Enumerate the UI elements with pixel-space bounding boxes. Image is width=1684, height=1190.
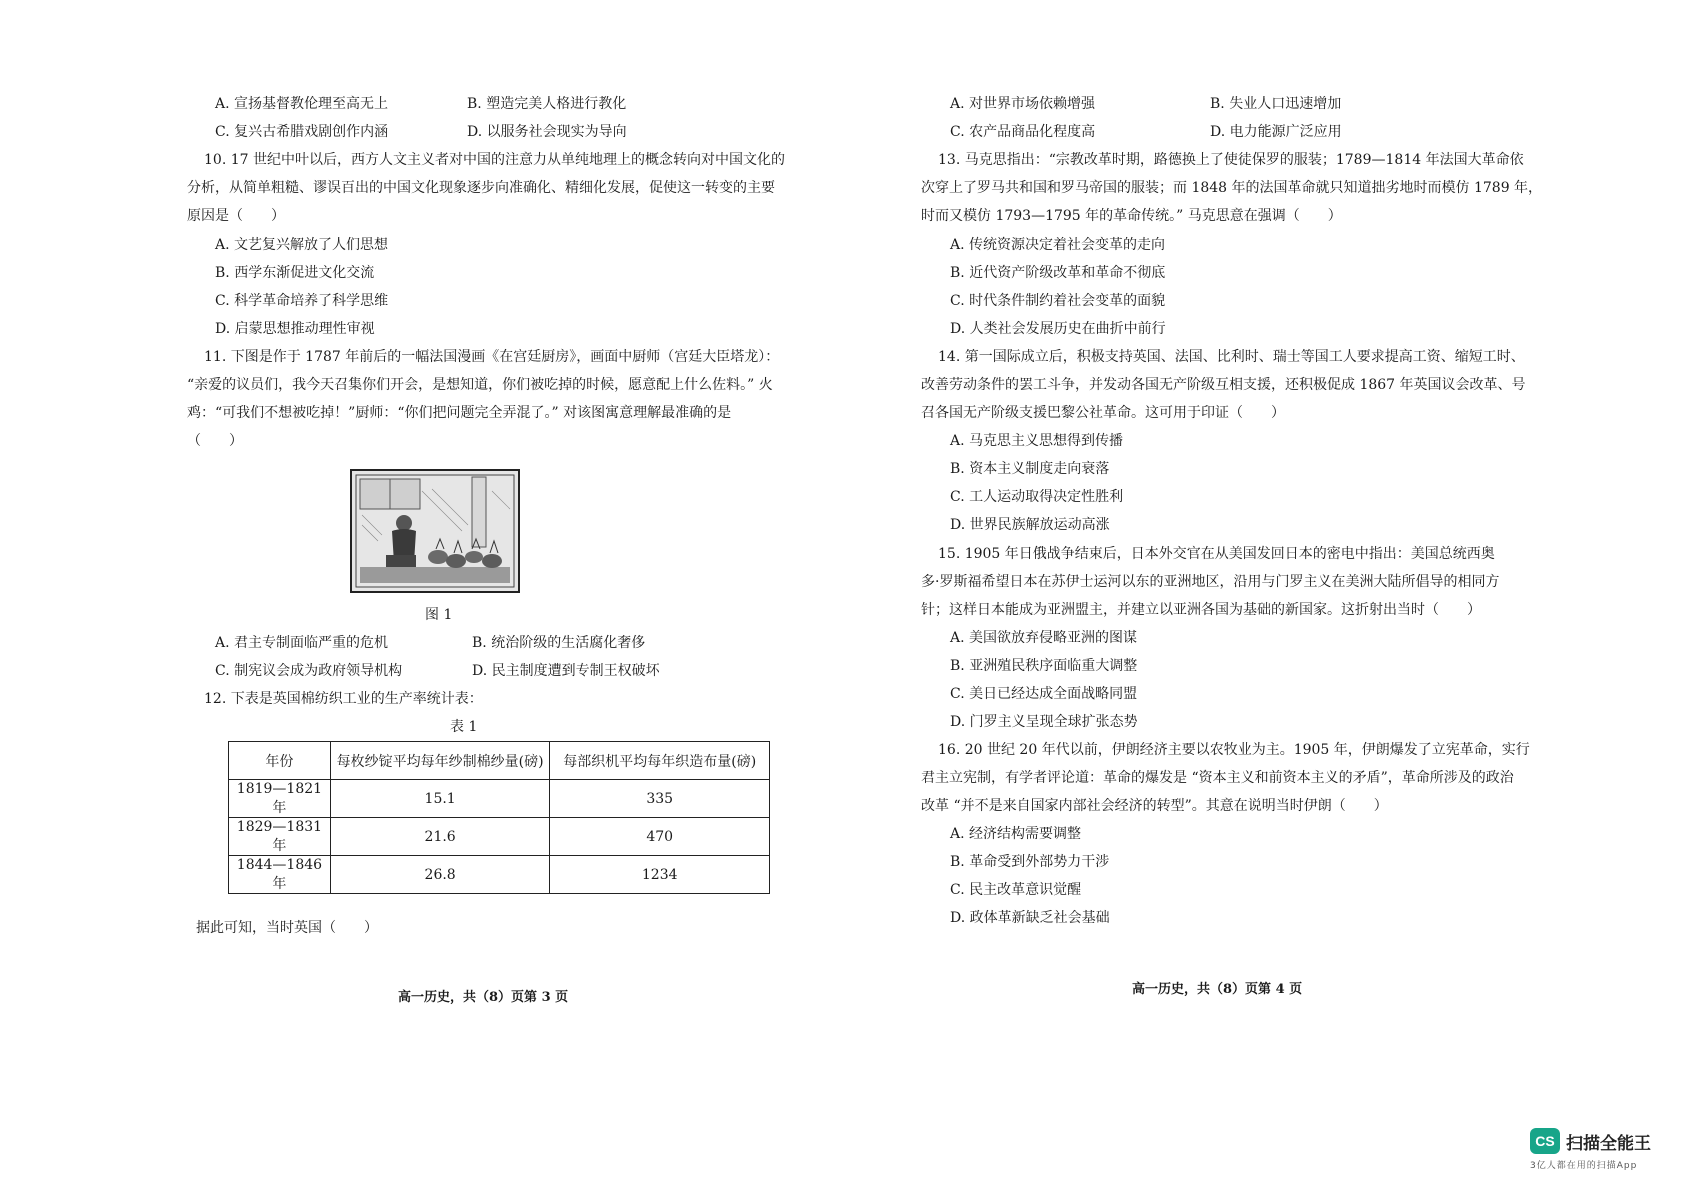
scanner-logo-icon	[1530, 1128, 1560, 1154]
table-cell: 470	[550, 818, 770, 856]
cartoon-illustration	[350, 469, 520, 593]
q11-option-a: A. 君主专制面临严重的危机	[215, 635, 389, 651]
q13-option-d: D. 人类社会发展历史在曲折中前行	[950, 321, 1166, 337]
table-row	[229, 856, 770, 894]
table-cell: 15.1	[330, 780, 550, 818]
q9-option-b: B. 塑造完美人格进行教化	[467, 96, 627, 112]
production-table	[228, 741, 770, 894]
q10-stem-line2: 分析，从简单粗糙、谬误百出的中国文化现象逐步向准确化、精细化发展，促使这一转变的主要	[187, 180, 775, 196]
table-header-row	[229, 742, 770, 780]
table-header-cell: 每枚纱锭平均每年纱制棉纱量(磅)	[330, 742, 550, 780]
q11-option-b: B. 统治阶级的生活腐化奢侈	[472, 635, 646, 651]
q14-stem-line3: 召各国无产阶级支援巴黎公社革命。这可用于印证（ ）	[921, 405, 1285, 421]
q10-option-b: B. 西学东渐促进文化交流	[215, 265, 375, 281]
q16-stem-line3: 改革 “并不是来自国家内部社会经济的转型”。其意在说明当时伊朗（ ）	[921, 798, 1388, 814]
q15-option-a: A. 美国欲放弃侵略亚洲的图谋	[950, 630, 1138, 646]
scanner-tagline: 3亿人都在用的扫描App	[1530, 1161, 1638, 1171]
q14-stem-line2: 改善劳动条件的罢工斗争，并发动各国无产阶级互相支援，还积极促成 1867 年英国议会改革、号	[921, 377, 1526, 393]
q10-option-a: A. 文艺复兴解放了人们思想	[215, 237, 389, 253]
q15-stem-line3: 针；这样日本能成为亚洲盟主，并建立以亚洲各国为基础的新国家。这折射出当时（ ）	[921, 602, 1481, 618]
q13-option-b: B. 近代资产阶级改革和革命不彻底	[950, 265, 1166, 281]
q10-option-c: C. 科学革命培养了科学思维	[215, 293, 389, 309]
q16-option-a: A. 经济结构需要调整	[950, 826, 1082, 842]
figure-caption: 图 1	[425, 607, 453, 623]
q15-option-b: B. 亚洲殖民秩序面临重大调整	[950, 658, 1138, 674]
q14-option-c: C. 工人运动取得决定性胜利	[950, 489, 1124, 505]
table-cell: 1844—1846 年	[229, 856, 331, 894]
scanner-watermark	[1530, 1128, 1651, 1171]
q14-stem-line1: 14. 第一国际成立后，积极支持英国、法国、比利时、瑞士等国工人要求提高工资、缩短工时、	[938, 349, 1525, 365]
q14-option-b: B. 资本主义制度走向衰落	[950, 461, 1110, 477]
q16-option-c: C. 民主改革意识觉醒	[950, 882, 1082, 898]
q12-option-b: B. 失业人口迅速增加	[1210, 96, 1342, 112]
q15-stem-line2: 多·罗斯福希望日本在苏伊士运河以东的亚洲地区，沿用与门罗主义在美洲大陆所倡导的相同方	[921, 574, 1500, 590]
q16-option-b: B. 革命受到外部势力干涉	[950, 854, 1110, 870]
table-header-cell: 年份	[229, 742, 331, 780]
scanner-app-name: 扫描全能王	[1566, 1133, 1651, 1154]
table-cell: 1829—1831 年	[229, 818, 331, 856]
q15-stem-line1: 15. 1905 年日俄战争结束后，日本外交官在从美国发回日本的密电中指出：美国总统西奥	[938, 546, 1495, 562]
q10-option-d: D. 启蒙思想推动理性审视	[215, 321, 375, 337]
q13-stem-line3: 时而又模仿 1793—1795 年的革命传统。” 马克思意在强调（ ）	[921, 208, 1342, 224]
scanner-logo-text: CS	[1535, 1133, 1555, 1149]
q13-stem-line1: 13. 马克思指出：“宗教改革时期，路德换上了使徒保罗的服装；1789—1814 年法国大革命依	[938, 152, 1524, 168]
table-header-cell: 每部织机平均每年织造布量(磅)	[550, 742, 770, 780]
q16-stem-line2: 君主立宪制，有学者评论道：革命的爆发是 “资本主义和前资本主义的矛盾”，革命所涉及的政治	[921, 770, 1514, 786]
q11-option-c: C. 制宪议会成为政府领导机构	[215, 663, 403, 679]
table-cell: 26.8	[330, 856, 550, 894]
q13-option-a: A. 传统资源决定着社会变革的走向	[950, 237, 1166, 253]
q11-stem-line1: 11. 下图是作于 1787 年前后的一幅法国漫画《在宫廷厨房》，画面中厨师（宫廷大臣塔龙）：	[204, 349, 780, 365]
q15-option-c: C. 美日已经达成全面战略同盟	[950, 686, 1138, 702]
table-title: 表 1	[450, 719, 478, 735]
q9-option-a: A. 宣扬基督教伦理至高无上	[215, 96, 389, 112]
q12-option-d: D. 电力能源广泛应用	[1210, 124, 1342, 140]
q9-option-c: C. 复兴古希腊戏剧创作内涵	[215, 124, 389, 140]
q12-conclusion: 据此可知，当时英国（ ）	[196, 920, 378, 936]
q11-stem-line2: “亲爱的议员们，我今天召集你们开会，是想知道，你们被吃掉的时候，愿意配上什么佐料。” 火	[187, 377, 773, 393]
q9-option-d: D. 以服务社会现实为导向	[467, 124, 627, 140]
q14-option-d: D. 世界民族解放运动高涨	[950, 517, 1110, 533]
q10-stem-line3: 原因是（ ）	[187, 208, 285, 224]
table-cell: 335	[550, 780, 770, 818]
q11-stem-line4: （ ）	[187, 433, 243, 449]
table-cell: 1819—1821 年	[229, 780, 331, 818]
table-row	[229, 780, 770, 818]
q12-stem: 12. 下表是英国棉纺织工业的生产率统计表：	[204, 691, 483, 707]
table-row	[229, 818, 770, 856]
q14-option-a: A. 马克思主义思想得到传播	[950, 433, 1124, 449]
q13-option-c: C. 时代条件制约着社会变革的面貌	[950, 293, 1166, 309]
table-cell: 21.6	[330, 818, 550, 856]
page-footer-left: 高一历史，共（8）页第 3 页	[398, 990, 569, 1005]
q16-option-d: D. 政体革新缺乏社会基础	[950, 910, 1110, 926]
q10-stem-line1: 10. 17 世纪中叶以后，西方人文主义者对中国的注意力从单纯地理上的概念转向对中国文化的	[204, 152, 785, 168]
q11-option-d: D. 民主制度遭到专制王权破坏	[472, 663, 660, 679]
q15-option-d: D. 门罗主义呈现全球扩张态势	[950, 714, 1138, 730]
q12-option-c: C. 农产品商品化程度高	[950, 124, 1096, 140]
q11-stem-line3: 鸡：“可我们不想被吃掉！”厨师：“你们把问题完全弄混了。” 对该图寓意理解最准确的是	[187, 405, 732, 421]
table-cell: 1234	[550, 856, 770, 894]
page-footer-right: 高一历史，共（8）页第 4 页	[1132, 982, 1303, 997]
q13-stem-line2: 次穿上了罗马共和国和罗马帝国的服装；而 1848 年的法国革命就只知道拙劣地时而模仿 1789 年，	[921, 180, 1543, 196]
q16-stem-line1: 16. 20 世纪 20 年代以前，伊朗经济主要以农牧业为主。1905 年，伊朗爆发了立宪革命，实行	[938, 742, 1530, 758]
q12-option-a: A. 对世界市场依赖增强	[950, 96, 1096, 112]
